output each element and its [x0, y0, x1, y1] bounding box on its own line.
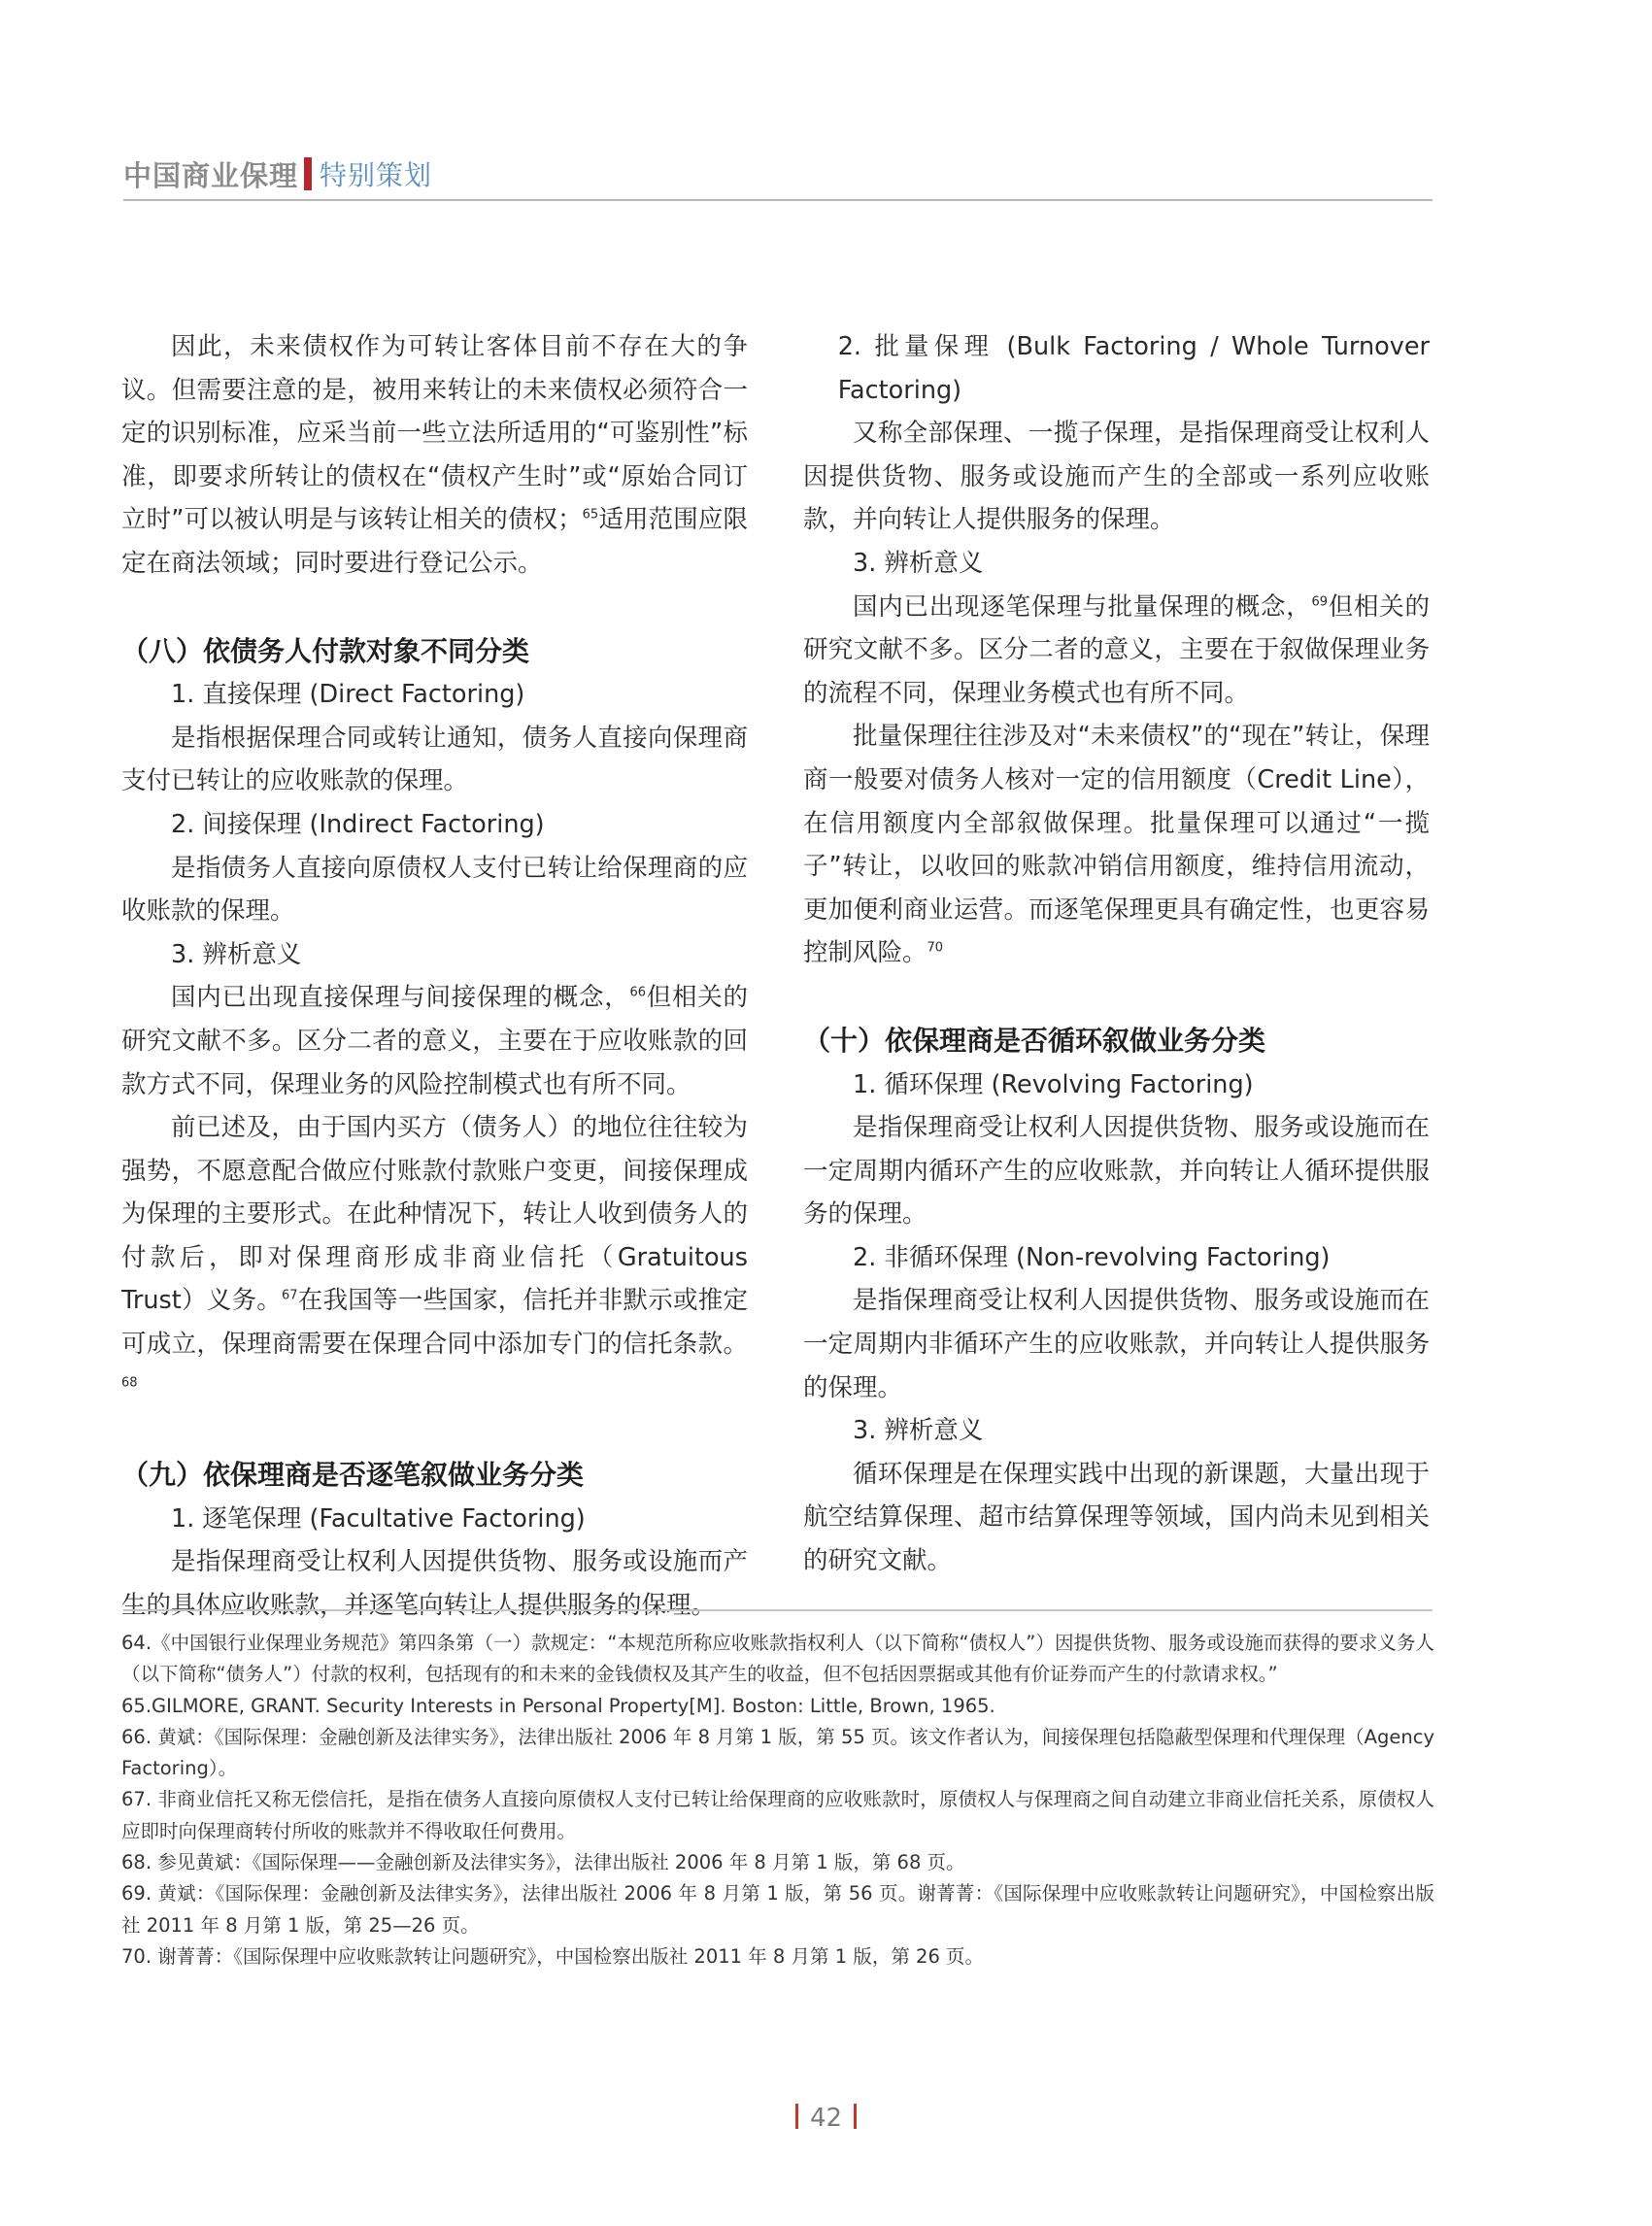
subheading: 2. 间接保理 (Indirect Factoring) [171, 809, 545, 839]
page-number-bar-right [854, 2104, 857, 2129]
right-column [803, 325, 1430, 1583]
running-header [123, 150, 432, 198]
paragraph: 因此，未来债权作为可转让客体目前不存在大的争议。但需要注意的是，被用来转让的未来债权必须符合一定的识别标准，应采当前一些立法所适用的“可鉴别性”标准，即要求所转让的债权在“债权产生时”或“原始合同订立时”可以被认明是与该转让相关的债权；$^{65}$适用范围应限定在商法领域；同时要进行登记公示。 [121, 332, 748, 578]
subheading: 1. 循环保理 (Revolving Factoring) [853, 1069, 1254, 1099]
footnotes [121, 1628, 1434, 1973]
footnote-ref[interactable]: 69 [1311, 594, 1328, 610]
section-heading: （八）依债务人付款对象不同分类 [121, 634, 530, 667]
paragraph: 是指债务人直接向原债权人支付已转让给保理商的应收账款的保理。 [121, 853, 748, 927]
paragraph: 是指保理商受让权利人因提供货物、服务或设施而在一定周期内循环产生的应收账款，并向转让人循环提供服务的保理。 [803, 1113, 1430, 1230]
paragraph: 国内已出现直接保理与间接保理的概念，$^{66}$但相关的研究文献不多。区分二者的意义，主要在于应收账款的回款方式不同，保理业务的风险控制模式也有所不同。 [121, 983, 748, 1099]
header-rule [123, 199, 1433, 201]
footnote: 68. 参见黄斌：《国际保理——金融创新及法律实务》，法律出版社 2006 年 8 月第 1 版，第 68 页。 [121, 1851, 965, 1874]
footnote: 64.《中国银行业保理业务规范》第四条第（一）款规定：“本规范所称应收账款指权利人（以下简称“债权人”）因提供货物、服务或设施而获得的要求义务人（以下简称“债务人”）付款的权利，包括现有的和未来的金钱债权及其产生的收益，但不包括因票据或其他有价证券而产生的付款请求权。” [121, 1632, 1434, 1686]
footnote: 67. 非商业信托又称无偿信托，是指在债务人直接向原债权人支付已转让给保理商的应收账款时，原债权人与保理商之间自动建立非商业信托关系，原债权人应即时向保理商转付所收的账款并不得收取任何费用。 [121, 1788, 1434, 1842]
paragraph: 是指根据保理合同或转让通知，债务人直接向保理商支付已转让的应收账款的保理。 [121, 723, 748, 796]
footnote-ref[interactable]: 66 [629, 985, 646, 1000]
paragraph: 又称全部保理、一揽子保理，是指保理商受让权利人因提供货物、服务或设施而产生的全部或一系列应收账款，并向转让人提供服务的保理。 [803, 419, 1430, 535]
paragraph: 前已述及，由于国内买方（债务人）的地位往往较为强势，不愿意配合做应付账款付款账户变更，间接保理成为保理的主要形式。在此种情况下，转让人收到债务人的付款后，即对保理商形成非商业信托（Gratuitous Trust）义务。$^{67}$在我国等一些国家，信托并非默示或推定可成立，保理商需要在保理合同中添加专门的信托条款。$^{68}$ [121, 1113, 748, 1391]
paragraph: 批量保理往往涉及对“未来债权”的“现在”转让，保理商一般要对债务人核对一定的信用额度（Credit Line），在信用额度内全部叙做保理。批量保理可以通过“一揽子”转让，以收回的账款冲销信用额度，维持信用流动，更加便利商业运营。而逐笔保理更具有确定性，也更容易控制风险。$^{70}$ [803, 722, 1430, 968]
footnote: 66. 黄斌：《国际保理：金融创新及法律实务》，法律出版社 2006 年 8 月第 1 版，第 55 页。该文作者认为，间接保理包括隐蔽型保理和代理保理（Agency Factoring）。 [121, 1725, 1434, 1780]
footnote-ref[interactable]: 68 [121, 1375, 138, 1391]
footnote-ref[interactable]: 65 [582, 507, 599, 523]
subheading: 2. 批量保理 (Bulk Factoring / Whole Turnover Factoring) [837, 332, 1430, 405]
footnote-rule [123, 1609, 1433, 1611]
section-title: 特别策划 [320, 159, 433, 191]
section-heading: （九）依保理商是否逐笔叙做业务分类 [121, 1459, 585, 1492]
subheading: 2. 非循环保理 (Non-revolving Factoring) [853, 1242, 1331, 1272]
footnote-ref[interactable]: 70 [927, 940, 944, 956]
subheading: 1. 逐笔保理 (Facultative Factoring) [171, 1503, 586, 1534]
page-number: 42 [0, 2104, 1652, 2133]
paragraph: 是指保理商受让权利人因提供货物、服务或设施而在一定周期内非循环产生的应收账款，并向转让人提供服务的保理。 [803, 1286, 1430, 1402]
subheading: 1. 直接保理 (Direct Factoring) [171, 680, 525, 710]
paragraph: 是指保理商受让权利人因提供货物、服务或设施而产生的具体应收账款，并逐笔向转让人提供服务的保理。 [121, 1547, 748, 1621]
page-number-bar-left [795, 2104, 798, 2129]
magazine-title: 中国商业保理 [123, 158, 299, 192]
subheading: 3. 辨析意义 [853, 548, 984, 578]
paragraph: 循环保理是在保理实践中出现的新课题，大量出现于航空结算保理、超市结算保理等领域，国内尚未见到相关的研究文献。 [803, 1459, 1430, 1576]
footnote: 70. 谢菁菁：《国际保理中应收账款转让问题研究》，中国检察出版社 2011 年 8 月第 1 版，第 26 页。 [121, 1944, 985, 1968]
subheading: 3. 辨析意义 [853, 1416, 984, 1446]
footnote: 69. 黄斌：《国际保理：金融创新及法律实务》，法律出版社 2006 年 8 月第 1 版，第 56 页。谢菁菁：《国际保理中应收账款转让问题研究》，中国检察出版社 2011 年 8 月第 1 版，第 25—26 页。 [121, 1882, 1434, 1937]
paragraph: 国内已出现逐笔保理与批量保理的概念，$^{69}$但相关的研究文献不多。区分二者的意义，主要在于叙做保理业务的流程不同，保理业务模式也有所不同。 [803, 591, 1430, 708]
left-column [121, 325, 748, 1628]
subheading: 3. 辨析意义 [171, 939, 302, 969]
footnote: 65.GILMORE, GRANT. Security Interests in Personal Property[M]. Boston: Little, Brown, 1965. [121, 1694, 995, 1717]
section-heading: （十）依保理商是否循环叙做业务分类 [803, 1024, 1266, 1057]
header-divider-bar [304, 157, 312, 190]
footnote-ref[interactable]: 67 [282, 1288, 298, 1303]
